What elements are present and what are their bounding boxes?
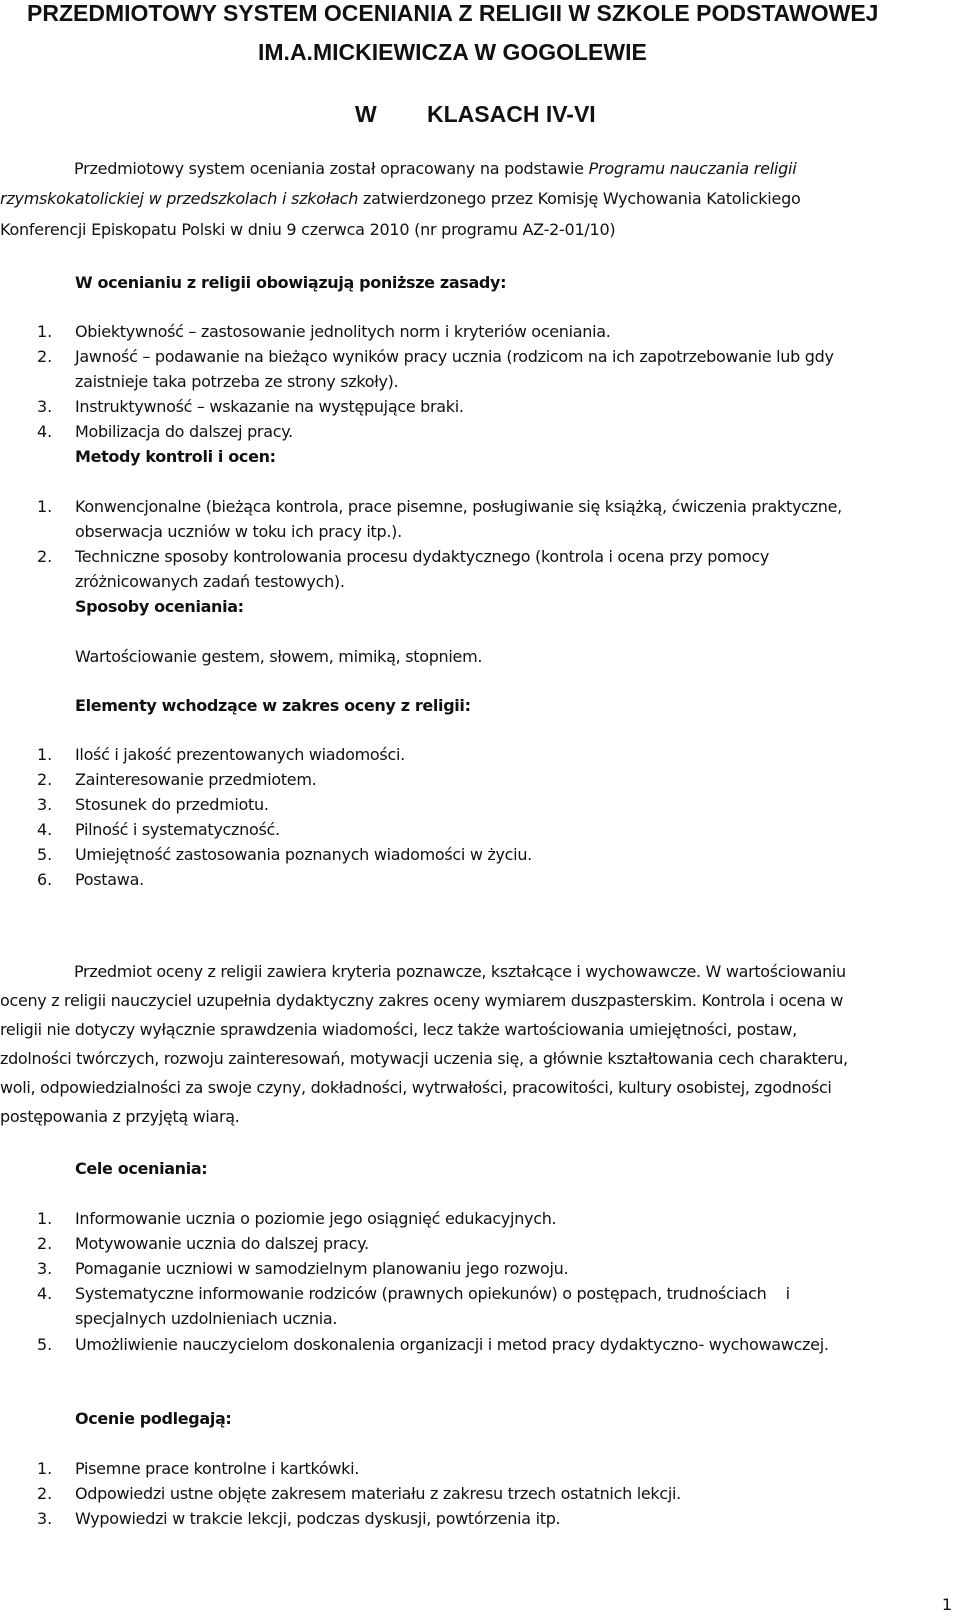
sposoby-heading: Sposoby oceniania: — [75, 597, 244, 616]
cele-item: Systematyczne informowanie rodziców (prawnych opiekunów) o postępach, trudnościach i — [75, 1284, 790, 1303]
przedmiot-line: oceny z religii nauczyciel uzupełnia dydaktyczny zakres oceny wymiarem duszpasterskim. Kontrola i ocena w — [0, 991, 844, 1010]
podlegaja-item: Wypowiedzi w trakcie lekcji, podczas dyskusji, powtórzenia itp. — [75, 1509, 561, 1528]
list-number: 2. — [37, 547, 53, 566]
cele-item: Informowanie ucznia o poziomie jego osiągnięć edukacyjnych. — [75, 1209, 557, 1228]
page-number: 1 — [941, 1595, 952, 1614]
document-title-line-1: PRZEDMIOTOWY SYSTEM OCENIANIA Z RELIGII W SZKOLE PODSTAWOWEJ — [27, 0, 879, 26]
metody-item-cont: zróżnicowanych zadań testowych). — [75, 572, 345, 591]
zasady-item: Obiektywność – zastosowanie jednolitych norm i kryteriów oceniania. — [75, 322, 611, 341]
metody-item: Techniczne sposoby kontrolowania procesu dydaktycznego (kontrola i ocena przy pomocy — [75, 547, 770, 566]
list-number: 3. — [37, 1259, 53, 1278]
document-title-line-2: IM.A.MICKIEWICZA W GOGOLEWIE — [258, 39, 647, 65]
intro-text: Przedmiotowy system oceniania został opracowany na podstawie — [74, 159, 589, 178]
list-number: 4. — [37, 422, 53, 441]
metody-item: Konwencjonalne (bieżąca kontrola, prace pisemne, posługiwanie się książką, ćwiczenia praktyczne, — [75, 497, 842, 516]
cele-item-cont: specjalnych uzdolnieniach ucznia. — [75, 1309, 338, 1328]
list-number: 1. — [37, 745, 53, 764]
list-number: 1. — [37, 1459, 53, 1478]
elementy-item: Umiejętność zastosowania poznanych wiadomości w życiu. — [75, 845, 532, 864]
elementy-heading: Elementy wchodzące w zakres oceny z religii: — [75, 696, 471, 715]
przedmiot-line: postępowania z przyjętą wiarą. — [0, 1107, 240, 1126]
cele-heading: Cele oceniania: — [75, 1159, 208, 1178]
elementy-item: Postawa. — [75, 870, 144, 889]
intro-line-1 — [74, 161, 796, 177]
metody-item-cont: obserwacja uczniów w toku ich pracy itp.). — [75, 522, 402, 541]
program-title-italic: Programu nauczania religii — [588, 159, 797, 178]
przedmiot-line: Przedmiot oceny z religii zawiera kryteria poznawcze, kształcące i wychowawcze. W wartościowaniu — [74, 962, 846, 981]
intro-text-cont: zatwierdzonego przez Komisję Wychowania Katolickiego — [358, 189, 801, 208]
cele-item: Pomaganie uczniowi w samodzielnym planowaniu jego rozwoju. — [75, 1259, 569, 1278]
przedmiot-line: religii nie dotyczy wyłącznie sprawdzenia wiadomości, lecz także wartościowania umiejętności, postaw, — [0, 1020, 797, 1039]
list-number: 4. — [37, 820, 53, 839]
list-number: 1. — [37, 1209, 53, 1228]
list-number: 2. — [37, 770, 53, 789]
zasady-item: Mobilizacja do dalszej pracy. — [75, 422, 293, 441]
program-title-italic-cont: rzymskokatolickiej w przedszkolach i szkołach — [0, 189, 359, 208]
list-number: 2. — [37, 347, 53, 366]
podlegaja-heading: Ocenie podlegają: — [75, 1409, 232, 1428]
przedmiot-line: woli, odpowiedzialności za swoje czyny, dokładności, wytrwałości, pracowitości, kultury osobistej, zgodności — [0, 1078, 832, 1097]
list-number: 1. — [37, 322, 53, 341]
list-number: 2. — [37, 1234, 53, 1253]
podlegaja-item: Pisemne prace kontrolne i kartkówki. — [75, 1459, 360, 1478]
list-number: 3. — [37, 795, 53, 814]
document-title-classes: KLASACH IV-VI — [427, 101, 596, 127]
zasady-item: Jawność – podawanie na bieżąco wyników pracy ucznia (rodzicom na ich zapotrzebowanie lub gdy — [75, 347, 834, 366]
zasady-item-cont: zaistnieje taka potrzeba ze strony szkoły). — [75, 372, 399, 391]
cele-item: Umożliwienie nauczycielom doskonalenia organizacji i metod pracy dydaktyczno- wychowawczej. — [75, 1335, 829, 1354]
elementy-item: Stosunek do przedmiotu. — [75, 795, 269, 814]
sposoby-text: Wartościowanie gestem, słowem, mimiką, stopniem. — [75, 647, 483, 666]
list-number: 2. — [37, 1484, 53, 1503]
list-number: 4. — [37, 1284, 53, 1303]
intro-line-2 — [0, 191, 801, 207]
elementy-item: Pilność i systematyczność. — [75, 820, 280, 839]
list-number: 5. — [37, 845, 53, 864]
zasady-item: Instruktywność – wskazanie na występujące braki. — [75, 397, 464, 416]
list-number: 1. — [37, 497, 53, 516]
intro-line-3: Konferencji Episkopatu Polski w dniu 9 czerwca 2010 (nr programu AZ-2-01/10) — [0, 220, 616, 239]
elementy-item: Zainteresowanie przedmiotem. — [75, 770, 317, 789]
metody-heading: Metody kontroli i ocen: — [75, 447, 276, 466]
cele-item: Motywowanie ucznia do dalszej pracy. — [75, 1234, 369, 1253]
list-number: 3. — [37, 1509, 53, 1528]
list-number: 5. — [37, 1335, 53, 1354]
document-title-w: W — [355, 101, 377, 127]
elementy-item: Ilość i jakość prezentowanych wiadomości. — [75, 745, 405, 764]
przedmiot-line: zdolności twórczych, rozwoju zainteresowań, motywacji uczenia się, a głównie kształtowania cech charakteru, — [0, 1049, 848, 1068]
list-number: 6. — [37, 870, 53, 889]
podlegaja-item: Odpowiedzi ustne objęte zakresem materiału z zakresu trzech ostatnich lekcji. — [75, 1484, 681, 1503]
zasady-heading: W ocenianiu z religii obowiązują poniższe zasady: — [75, 273, 507, 292]
list-number: 3. — [37, 397, 53, 416]
